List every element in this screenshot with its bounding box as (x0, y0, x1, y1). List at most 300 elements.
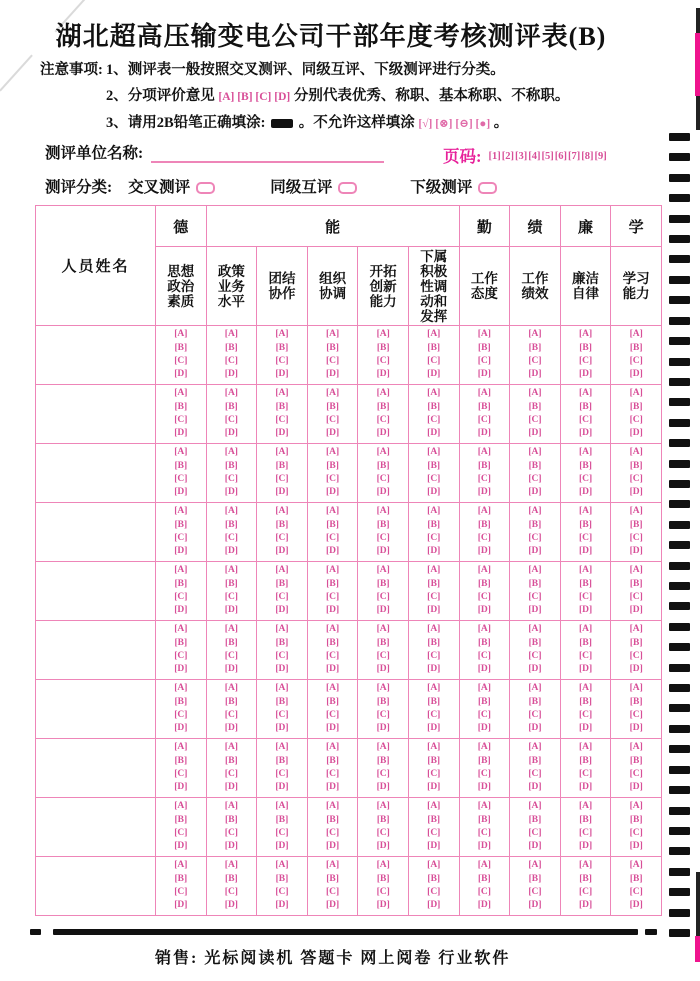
option-bubble-D[interactable]: [D] (325, 900, 340, 911)
option-bubble-A[interactable]: [A] (629, 329, 643, 340)
option-bubble-D[interactable]: [D] (578, 900, 593, 911)
option-bubble-B[interactable]: [B] (478, 873, 491, 884)
option-bubble-A[interactable]: [A] (224, 860, 238, 871)
option-bubble-D[interactable]: [D] (477, 900, 491, 911)
option-bubble-D[interactable]: [D] (224, 369, 238, 380)
option-bubble-C[interactable]: [C] (325, 710, 340, 720)
option-bubble-A[interactable]: [A] (376, 742, 390, 753)
option-bubble-A[interactable]: [A] (325, 506, 340, 517)
option-bubble-D[interactable]: [D] (427, 428, 441, 439)
option-bubble-B[interactable]: [B] (326, 578, 339, 589)
option-bubble-C[interactable]: [C] (325, 828, 340, 838)
option-bubble-C[interactable]: [C] (427, 356, 441, 366)
option-bubble-B[interactable]: [B] (427, 342, 441, 353)
option-bubble-D[interactable]: [D] (578, 487, 593, 498)
option-bubble-C[interactable]: [C] (275, 592, 289, 602)
option-bubble-A[interactable]: [A] (629, 624, 643, 635)
option-bubble-D[interactable]: [D] (275, 782, 289, 793)
option-bubble-D[interactable]: [D] (528, 723, 542, 734)
option-bubble-C[interactable]: [C] (578, 828, 593, 838)
option-bubble-A[interactable]: [A] (275, 565, 289, 576)
option-bubble-C[interactable]: [C] (578, 710, 593, 720)
option-bubble-C[interactable]: [C] (578, 415, 593, 425)
name-cell[interactable] (36, 385, 156, 444)
option-bubble-D[interactable]: [D] (629, 546, 643, 557)
option-bubble-D[interactable]: [D] (528, 487, 542, 498)
option-bubble-A[interactable]: [A] (174, 388, 188, 399)
option-bubble-A[interactable]: [A] (174, 683, 188, 694)
option-bubble-A[interactable]: [A] (477, 329, 491, 340)
option-bubble-A[interactable]: [A] (629, 683, 643, 694)
option-bubble-C[interactable]: [C] (427, 887, 441, 897)
option-bubble-D[interactable]: [D] (174, 428, 188, 439)
option-bubble-B[interactable]: [B] (326, 814, 339, 825)
option-bubble-B[interactable]: [B] (528, 637, 542, 648)
option-bubble-D[interactable]: [D] (325, 369, 340, 380)
option-bubble-A[interactable]: [A] (629, 506, 643, 517)
option-bubble-C[interactable]: [C] (528, 592, 542, 602)
option-bubble-C[interactable]: [C] (275, 887, 289, 897)
unit-name-input[interactable] (151, 145, 384, 163)
option-bubble-D[interactable]: [D] (376, 546, 390, 557)
option-bubble-A[interactable]: [A] (224, 447, 238, 458)
option-bubble-B[interactable]: [B] (427, 814, 441, 825)
option-bubble-D[interactable]: [D] (275, 841, 289, 852)
option-bubble-C[interactable]: [C] (629, 651, 643, 661)
page-number-bubble[interactable]: [5] (541, 151, 554, 162)
option-bubble-B[interactable]: [B] (629, 755, 643, 766)
option-bubble-A[interactable]: [A] (528, 801, 542, 812)
option-bubble-C[interactable]: [C] (578, 887, 593, 897)
option-bubble-C[interactable]: [C] (629, 533, 643, 543)
option-bubble-D[interactable]: [D] (174, 782, 188, 793)
option-bubble-A[interactable]: [A] (275, 801, 289, 812)
option-bubble-B[interactable]: [B] (478, 342, 491, 353)
option-bubble-A[interactable]: [A] (224, 801, 238, 812)
option-bubble-D[interactable]: [D] (629, 487, 643, 498)
option-bubble-C[interactable]: [C] (224, 533, 238, 543)
option-bubble-D[interactable]: [D] (325, 723, 340, 734)
option-bubble-B[interactable]: [B] (528, 755, 542, 766)
option-bubble-A[interactable]: [A] (427, 329, 441, 340)
option-bubble-C[interactable]: [C] (325, 533, 340, 543)
option-bubble-B[interactable]: [B] (579, 460, 592, 471)
option-bubble-D[interactable]: [D] (578, 605, 593, 616)
option-bubble-A[interactable]: [A] (174, 742, 188, 753)
option-bubble-A[interactable]: [A] (376, 683, 390, 694)
option-bubble-A[interactable]: [A] (224, 329, 238, 340)
option-bubble-A[interactable]: [A] (275, 329, 289, 340)
option-bubble-B[interactable]: [B] (326, 519, 339, 530)
option-bubble-D[interactable]: [D] (477, 487, 491, 498)
option-bubble-B[interactable]: [B] (275, 401, 289, 412)
option-bubble-C[interactable]: [C] (325, 651, 340, 661)
option-bubble-B[interactable]: [B] (478, 696, 491, 707)
option-bubble-A[interactable]: [A] (325, 742, 340, 753)
option-bubble-D[interactable]: [D] (325, 841, 340, 852)
option-bubble-C[interactable]: [C] (224, 592, 238, 602)
option-bubble-C[interactable]: [C] (427, 769, 441, 779)
option-bubble-C[interactable]: [C] (275, 651, 289, 661)
option-bubble-D[interactable]: [D] (578, 841, 593, 852)
option-bubble-C[interactable]: [C] (174, 710, 188, 720)
option-bubble-A[interactable]: [A] (427, 742, 441, 753)
option-bubble-C[interactable]: [C] (275, 474, 289, 484)
option-bubble-C[interactable]: [C] (376, 592, 390, 602)
option-bubble-C[interactable]: [C] (477, 710, 491, 720)
option-bubble-A[interactable]: [A] (325, 388, 340, 399)
option-bubble-A[interactable]: [A] (578, 683, 593, 694)
option-bubble-C[interactable]: [C] (224, 710, 238, 720)
page-number-bubble[interactable]: [7] (568, 151, 581, 162)
option-bubble-A[interactable]: [A] (528, 683, 542, 694)
option-bubble-D[interactable]: [D] (325, 487, 340, 498)
option-bubble-A[interactable]: [A] (578, 624, 593, 635)
option-bubble-D[interactable]: [D] (629, 723, 643, 734)
option-bubble-C[interactable]: [C] (376, 474, 390, 484)
option-bubble-A[interactable]: [A] (477, 683, 491, 694)
option-bubble-A[interactable]: [A] (325, 329, 340, 340)
option-bubble-B[interactable]: [B] (174, 696, 188, 707)
option-bubble-D[interactable]: [D] (578, 664, 593, 675)
option-bubble-A[interactable]: [A] (477, 624, 491, 635)
option-bubble-D[interactable]: [D] (224, 900, 238, 911)
option-bubble-D[interactable]: [D] (578, 723, 593, 734)
option-bubble-A[interactable]: [A] (376, 860, 390, 871)
option-bubble-B[interactable]: [B] (376, 873, 390, 884)
option-bubble-A[interactable]: [A] (376, 329, 390, 340)
option-bubble-A[interactable]: [A] (224, 683, 238, 694)
option-bubble-B[interactable]: [B] (528, 696, 542, 707)
option-bubble-D[interactable]: [D] (224, 546, 238, 557)
name-cell[interactable] (36, 562, 156, 621)
page-number-bubble[interactable]: [2] (501, 151, 514, 162)
option-bubble-C[interactable]: [C] (629, 356, 643, 366)
option-bubble-A[interactable]: [A] (174, 329, 188, 340)
option-bubble-D[interactable]: [D] (224, 605, 238, 616)
option-bubble-A[interactable]: [A] (477, 506, 491, 517)
option-bubble-C[interactable]: [C] (224, 887, 238, 897)
option-bubble-C[interactable]: [C] (325, 769, 340, 779)
option-bubble-D[interactable]: [D] (427, 487, 441, 498)
option-bubble-A[interactable]: [A] (224, 624, 238, 635)
option-bubble-D[interactable]: [D] (376, 782, 390, 793)
option-bubble-B[interactable]: [B] (225, 873, 238, 884)
option-bubble-A[interactable]: [A] (224, 388, 238, 399)
option-bubble-B[interactable]: [B] (225, 637, 238, 648)
option-bubble-A[interactable]: [A] (325, 447, 340, 458)
option-bubble-B[interactable]: [B] (427, 637, 441, 648)
option-bubble-C[interactable]: [C] (477, 533, 491, 543)
option-bubble-B[interactable]: [B] (629, 696, 643, 707)
option-bubble-A[interactable]: [A] (427, 565, 441, 576)
option-bubble-A[interactable]: [A] (275, 506, 289, 517)
option-bubble-B[interactable]: [B] (376, 578, 390, 589)
option-bubble-D[interactable]: [D] (629, 605, 643, 616)
option-bubble-A[interactable]: [A] (325, 624, 340, 635)
option-bubble-A[interactable]: [A] (376, 565, 390, 576)
option-bubble-A[interactable]: [A] (528, 860, 542, 871)
option-bubble-C[interactable]: [C] (477, 592, 491, 602)
option-bubble-B[interactable]: [B] (174, 637, 188, 648)
option-bubble-D[interactable]: [D] (174, 723, 188, 734)
option-bubble-B[interactable]: [B] (326, 873, 339, 884)
option-bubble-A[interactable]: [A] (275, 447, 289, 458)
option-bubble-D[interactable]: [D] (427, 900, 441, 911)
option-bubble-A[interactable]: [A] (376, 447, 390, 458)
option-bubble-C[interactable]: [C] (325, 887, 340, 897)
option-bubble-A[interactable]: [A] (629, 860, 643, 871)
page-number-bubble[interactable]: [3] (515, 151, 528, 162)
name-cell[interactable] (36, 857, 156, 916)
option-bubble-D[interactable]: [D] (427, 664, 441, 675)
option-bubble-B[interactable]: [B] (629, 637, 643, 648)
option-bubble-B[interactable]: [B] (376, 401, 390, 412)
option-bubble-A[interactable]: [A] (427, 388, 441, 399)
name-cell[interactable] (36, 503, 156, 562)
option-bubble-C[interactable]: [C] (275, 769, 289, 779)
option-bubble-C[interactable]: [C] (578, 592, 593, 602)
option-bubble-B[interactable]: [B] (225, 814, 238, 825)
option-bubble-D[interactable]: [D] (174, 369, 188, 380)
category-checkbox[interactable] (338, 182, 357, 194)
option-bubble-A[interactable]: [A] (275, 683, 289, 694)
option-bubble-B[interactable]: [B] (326, 696, 339, 707)
option-bubble-C[interactable]: [C] (174, 474, 188, 484)
category-checkbox[interactable] (196, 182, 215, 194)
option-bubble-D[interactable]: [D] (578, 782, 593, 793)
option-bubble-D[interactable]: [D] (174, 487, 188, 498)
option-bubble-C[interactable]: [C] (578, 651, 593, 661)
option-bubble-B[interactable]: [B] (376, 342, 390, 353)
option-bubble-A[interactable]: [A] (275, 624, 289, 635)
option-bubble-A[interactable]: [A] (477, 447, 491, 458)
option-bubble-B[interactable]: [B] (326, 401, 339, 412)
option-bubble-A[interactable]: [A] (528, 565, 542, 576)
option-bubble-A[interactable]: [A] (578, 860, 593, 871)
option-bubble-B[interactable]: [B] (376, 696, 390, 707)
name-cell[interactable] (36, 444, 156, 503)
option-bubble-A[interactable]: [A] (325, 565, 340, 576)
option-bubble-D[interactable]: [D] (629, 428, 643, 439)
option-bubble-B[interactable]: [B] (225, 401, 238, 412)
option-bubble-D[interactable]: [D] (275, 605, 289, 616)
option-bubble-A[interactable]: [A] (325, 801, 340, 812)
option-bubble-A[interactable]: [A] (578, 329, 593, 340)
option-bubble-D[interactable]: [D] (629, 664, 643, 675)
option-bubble-B[interactable]: [B] (478, 637, 491, 648)
option-bubble-D[interactable]: [D] (477, 841, 491, 852)
option-bubble-C[interactable]: [C] (528, 415, 542, 425)
option-bubble-A[interactable]: [A] (477, 742, 491, 753)
option-bubble-D[interactable]: [D] (224, 723, 238, 734)
option-bubble-D[interactable]: [D] (376, 487, 390, 498)
option-bubble-D[interactable]: [D] (174, 605, 188, 616)
option-bubble-D[interactable]: [D] (224, 487, 238, 498)
option-bubble-D[interactable]: [D] (275, 487, 289, 498)
name-cell[interactable] (36, 326, 156, 385)
option-bubble-C[interactable]: [C] (376, 533, 390, 543)
option-bubble-C[interactable]: [C] (376, 710, 390, 720)
option-bubble-C[interactable]: [C] (578, 769, 593, 779)
option-bubble-C[interactable]: [C] (427, 415, 441, 425)
option-bubble-D[interactable]: [D] (528, 428, 542, 439)
option-bubble-A[interactable]: [A] (528, 742, 542, 753)
option-bubble-D[interactable]: [D] (477, 723, 491, 734)
option-bubble-C[interactable]: [C] (477, 887, 491, 897)
option-bubble-C[interactable]: [C] (629, 710, 643, 720)
option-bubble-D[interactable]: [D] (477, 428, 491, 439)
option-bubble-D[interactable]: [D] (174, 664, 188, 675)
option-bubble-D[interactable]: [D] (325, 546, 340, 557)
option-bubble-D[interactable]: [D] (376, 605, 390, 616)
option-bubble-D[interactable]: [D] (224, 428, 238, 439)
option-bubble-B[interactable]: [B] (528, 578, 542, 589)
option-bubble-C[interactable]: [C] (578, 474, 593, 484)
option-bubble-D[interactable]: [D] (427, 605, 441, 616)
option-bubble-B[interactable]: [B] (427, 755, 441, 766)
option-bubble-B[interactable]: [B] (174, 873, 188, 884)
option-bubble-C[interactable]: [C] (629, 415, 643, 425)
option-bubble-B[interactable]: [B] (225, 460, 238, 471)
option-bubble-B[interactable]: [B] (629, 342, 643, 353)
option-bubble-B[interactable]: [B] (427, 519, 441, 530)
option-bubble-A[interactable]: [A] (427, 624, 441, 635)
option-bubble-A[interactable]: [A] (477, 860, 491, 871)
option-bubble-B[interactable]: [B] (629, 814, 643, 825)
name-cell[interactable] (36, 739, 156, 798)
option-bubble-C[interactable]: [C] (224, 415, 238, 425)
option-bubble-B[interactable]: [B] (225, 342, 238, 353)
option-bubble-C[interactable]: [C] (275, 356, 289, 366)
option-bubble-D[interactable]: [D] (629, 369, 643, 380)
option-bubble-B[interactable]: [B] (174, 519, 188, 530)
option-bubble-A[interactable]: [A] (427, 683, 441, 694)
option-bubble-C[interactable]: [C] (174, 415, 188, 425)
option-bubble-C[interactable]: [C] (528, 474, 542, 484)
option-bubble-B[interactable]: [B] (478, 460, 491, 471)
option-bubble-D[interactable]: [D] (325, 605, 340, 616)
option-bubble-A[interactable]: [A] (629, 447, 643, 458)
option-bubble-C[interactable]: [C] (275, 415, 289, 425)
option-bubble-A[interactable]: [A] (376, 506, 390, 517)
option-bubble-A[interactable]: [A] (427, 860, 441, 871)
option-bubble-B[interactable]: [B] (528, 814, 542, 825)
option-bubble-C[interactable]: [C] (224, 828, 238, 838)
option-bubble-D[interactable]: [D] (477, 546, 491, 557)
option-bubble-A[interactable]: [A] (376, 624, 390, 635)
option-bubble-D[interactable]: [D] (325, 428, 340, 439)
option-bubble-A[interactable]: [A] (578, 388, 593, 399)
option-bubble-D[interactable]: [D] (427, 841, 441, 852)
option-bubble-A[interactable]: [A] (528, 447, 542, 458)
option-bubble-A[interactable]: [A] (578, 742, 593, 753)
option-bubble-C[interactable]: [C] (427, 592, 441, 602)
option-bubble-A[interactable]: [A] (629, 801, 643, 812)
option-bubble-C[interactable]: [C] (275, 710, 289, 720)
option-bubble-C[interactable]: [C] (427, 710, 441, 720)
option-bubble-B[interactable]: [B] (478, 401, 491, 412)
option-bubble-C[interactable]: [C] (427, 474, 441, 484)
page-number-bubble[interactable]: [6] (554, 151, 567, 162)
option-bubble-A[interactable]: [A] (275, 388, 289, 399)
option-bubble-C[interactable]: [C] (528, 769, 542, 779)
option-bubble-C[interactable]: [C] (578, 533, 593, 543)
page-number-bubble[interactable]: [4] (528, 151, 541, 162)
option-bubble-B[interactable]: [B] (225, 578, 238, 589)
option-bubble-B[interactable]: [B] (376, 519, 390, 530)
option-bubble-C[interactable]: [C] (528, 828, 542, 838)
option-bubble-C[interactable]: [C] (224, 356, 238, 366)
option-bubble-A[interactable]: [A] (528, 624, 542, 635)
option-bubble-A[interactable]: [A] (174, 624, 188, 635)
option-bubble-B[interactable]: [B] (579, 401, 592, 412)
option-bubble-B[interactable]: [B] (427, 460, 441, 471)
option-bubble-D[interactable]: [D] (427, 546, 441, 557)
option-bubble-A[interactable]: [A] (528, 388, 542, 399)
option-bubble-C[interactable]: [C] (427, 651, 441, 661)
option-bubble-B[interactable]: [B] (275, 637, 289, 648)
option-bubble-B[interactable]: [B] (376, 814, 390, 825)
option-bubble-D[interactable]: [D] (275, 664, 289, 675)
page-number-bubble[interactable]: [8] (581, 151, 594, 162)
option-bubble-C[interactable]: [C] (528, 356, 542, 366)
option-bubble-B[interactable]: [B] (225, 696, 238, 707)
option-bubble-B[interactable]: [B] (225, 755, 238, 766)
option-bubble-C[interactable]: [C] (224, 474, 238, 484)
option-bubble-B[interactable]: [B] (275, 342, 289, 353)
option-bubble-C[interactable]: [C] (174, 533, 188, 543)
option-bubble-B[interactable]: [B] (427, 873, 441, 884)
option-bubble-A[interactable]: [A] (174, 801, 188, 812)
option-bubble-C[interactable]: [C] (629, 769, 643, 779)
option-bubble-D[interactable]: [D] (275, 369, 289, 380)
option-bubble-A[interactable]: [A] (629, 565, 643, 576)
option-bubble-C[interactable]: [C] (174, 828, 188, 838)
option-bubble-C[interactable]: [C] (275, 828, 289, 838)
option-bubble-D[interactable]: [D] (477, 369, 491, 380)
option-bubble-C[interactable]: [C] (629, 887, 643, 897)
page-number-bubble[interactable]: [1] (488, 151, 501, 162)
option-bubble-B[interactable]: [B] (174, 578, 188, 589)
option-bubble-C[interactable]: [C] (224, 769, 238, 779)
option-bubble-A[interactable]: [A] (174, 565, 188, 576)
option-bubble-C[interactable]: [C] (528, 651, 542, 661)
option-bubble-C[interactable]: [C] (174, 769, 188, 779)
option-bubble-C[interactable]: [C] (376, 356, 390, 366)
option-bubble-C[interactable]: [C] (325, 415, 340, 425)
option-bubble-B[interactable]: [B] (478, 519, 491, 530)
option-bubble-C[interactable]: [C] (477, 651, 491, 661)
option-bubble-D[interactable]: [D] (174, 546, 188, 557)
option-bubble-C[interactable]: [C] (174, 887, 188, 897)
option-bubble-B[interactable]: [B] (579, 696, 592, 707)
option-bubble-B[interactable]: [B] (275, 755, 289, 766)
option-bubble-C[interactable]: [C] (528, 533, 542, 543)
option-bubble-B[interactable]: [B] (629, 519, 643, 530)
name-cell[interactable] (36, 680, 156, 739)
option-bubble-D[interactable]: [D] (629, 782, 643, 793)
option-bubble-B[interactable]: [B] (579, 755, 592, 766)
option-bubble-D[interactable]: [D] (427, 369, 441, 380)
option-bubble-B[interactable]: [B] (376, 755, 390, 766)
option-bubble-B[interactable]: [B] (528, 519, 542, 530)
option-bubble-B[interactable]: [B] (528, 873, 542, 884)
option-bubble-D[interactable]: [D] (376, 841, 390, 852)
option-bubble-C[interactable]: [C] (376, 828, 390, 838)
name-cell[interactable] (36, 621, 156, 680)
option-bubble-C[interactable]: [C] (427, 533, 441, 543)
